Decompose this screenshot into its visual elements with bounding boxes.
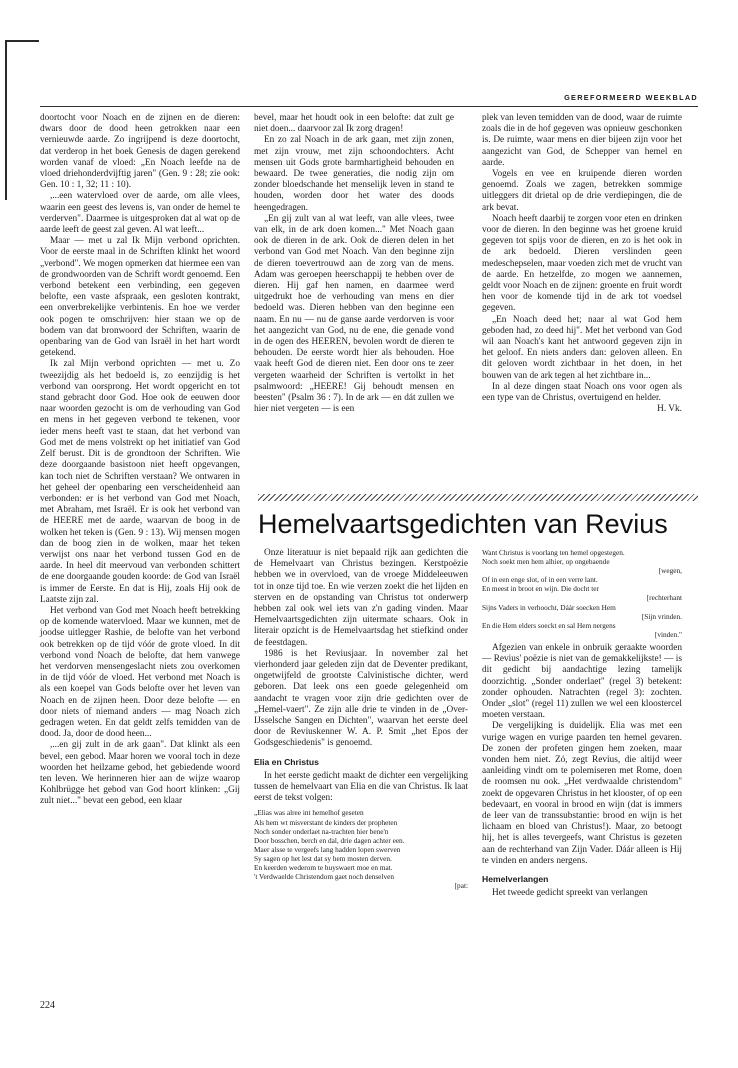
paragraph: Noach heeft daarbij te zorgen voor eten en drinken voor de dieren. In den beginne was het groene kruid gegeven tot spijs voor de dieren, en zo is het ook in de ark bedoeld. Dieren verslinden geen medeschepselen, maar voeden zich met de vrucht van de aarde. En hetzelfde, zo mogen we aannemen, geldt voor Noach en de zijnen: groente en fruit wordt hen voor de komende tijd in de ark tot voedsel gegeven. bbox=[482, 213, 682, 314]
poem-line: „Elias was alree int hemelhof geseten bbox=[254, 808, 364, 818]
poem-line: En die Hem elders soeckt en sal Hem nergens bbox=[482, 620, 616, 630]
paragraph: De vergelijking is duidelijk. Elia was met een vurige wagen en vurige paarden ten hemel gevaren. De zonen der profeten gingen hem zoeken, maar vonden hem niet. Zó, zegt Revius, die altijd weer aanleiding vindt om te polemiseren met Rome, doen de roomsen nu ook. „Het verdwaalde christendom" zoekt de opgevaren Christus in het klooster, of op een bedevaart, en vooral in brood en wijn (dat is immers de leer van de transsubstantie: brood en wijn is het lichaam en bloed van Christus!). Maar, zo betoogt hij, het is alles tevergeefs, want Christus is gezeten aan de rechterhand van Zijn Vader. Dáár alleen is Hij te vinden en anders nergens. bbox=[482, 721, 682, 866]
scan-edge-left bbox=[5, 40, 7, 200]
page-number: 224 bbox=[40, 1000, 55, 1011]
header-rule bbox=[40, 106, 698, 107]
paragraph: Maar — met u zal Ik Mijn verbond oprichten. Voor de eerste maal in de Schriften klinkt het woord „verbond". We mogen opmerken dat hiermee een van de grondwoorden van de Schrift wordt genoemd. Een verbond betekent een verbinding, een gegeven belofte, een vaste afspraak, een gesloten kontrakt, een onverbrekelijke verbintenis. En hoe we verder ook pogen te omschrijven: hier staan we op de bodem van dat bronwoord der Schriften, waarin de openbaring van de God van Israël in het hart wordt getekend. bbox=[40, 236, 240, 359]
paragraph: ,...en gij zult in de ark gaan". Dat klinkt als een bevel, een gebod. Maar horen we vooral toch in deze woorden het heilzame gebod, het gebiedende woord ten leven. We herinneren hier aan de wijze waarop Kohlbrügge het gebod van God hoort klinken: „Gij zult niet..." bevat een gebod, een klaar bbox=[40, 740, 240, 807]
poem-line: En keerden wederom te huyswaert moe en mat. bbox=[254, 863, 393, 873]
author-signature: H. Vk. bbox=[657, 404, 682, 415]
running-header: GEREFORMEERD WEEKBLAD bbox=[564, 93, 698, 102]
column-1 bbox=[40, 113, 240, 808]
poem-line: 't Verdwaelde Christendom gaet noch denselven bbox=[254, 872, 394, 882]
article-column-left bbox=[254, 548, 468, 894]
subheading: Hemelverlangen bbox=[482, 874, 549, 884]
paragraph: Onze literatuur is niet bepaald rijk aan gedichten die de Hemelvaart van Christus bezingen. Kerstpoëzie hebben we in overvloed, van de vroege Middeleeuwen tot in onze tijd toe. En wie verzen zoekt die het lijden en sterven en de opstanding van Christus tot onderwerp hebben zal ook wel iets van z'n gading vinden. Maar Hemelvaartsgedichten zijn uitermate schaars. Ook in literair opzicht is de Hemelvaartsdag het stiefkind onder de feestdagen. bbox=[254, 548, 468, 648]
paragraph: Ik zal Mijn verbond oprichten — met u. Zo tweezijdig als het bedoeld is, zo eenzijdig is het verbond van oorsprong. Het wordt opgericht en tot stand gebracht door God. Hoe ook de eeuwen door naar woorden gezocht is om de verhouding van God en mens in het gegeven verbond te tekenen, voor ieder mens heeft vast te staan, dat het verbond van God met de mens volstrekt op het initiatief van God Zelf berust. Dit is de grondtoon der Schriften. Wie deze doorgaande basistoon niet heeft opgevangen, kan toch niet de Schriften verstaan? We ontwaren in het geheel der openbaring een verscheidenheid aan verbonden: er is het verbond van God met Noach, met Abraham, met Israël. Er is ook het verbond van de HEERE met de aarde, waarvan de boog in de wolken het teken is (Gen. 9 : 13). Wij mensen mogen dan de boog zien in de wolken, maar het teken verwijst ons naar het verbond tussen God en de aarde. In heel dit meervoud van verbonden schittert de ene doorgaande gouden koorde: de God van Israël is immer de Eerste. En dat is Hij, zoals Hij ook de Laatste zijn zal. bbox=[40, 359, 240, 605]
paragraph: ,...een watervloed over de aarde, om alle vlees, waarin een geest des levens is, van onder de hemel te verderven". Daarmee is uitgesproken dat al wat op de aarde leeft de geest zal geven. Al wat leeft... bbox=[40, 191, 240, 236]
paragraph: plek van leven temidden van de dood, waar de ruimte zoals die in de hof gegeven was opnieuw geschonken is. De ruimte, waar mens en dier bijeen zijn voor het aangezicht van God, de Schepper van hemel en aarde. bbox=[482, 113, 682, 168]
poem-line: Door bosschen, berch en dal, drie dagen achter een. bbox=[254, 835, 405, 845]
paragraph: 1986 is het Reviusjaar. In november zal het vierhonderd jaar geleden zijn dat de Deventer predikant, ongetwijfeld de grootste Calvinistische dichter, werd geboren. Dat leek ons een goede gelegenheid om aandacht te vragen voor zijn drie gedichten over de „Hemel-vaert". Ze zijn alle drie te vinden in de „Over-IJsselsche Sangen en Dichten", waarvan het eerste deel door de Reviuskenner W. A. P. Smit „het Epos der Godsgeschiedenis" is genoemd. bbox=[254, 648, 468, 749]
poem-line: Noch soekt men hem alhier, op ongebaende bbox=[482, 557, 610, 567]
hatched-divider bbox=[258, 494, 698, 501]
column-2 bbox=[254, 113, 454, 415]
paragraph: doortocht voor Noach en de zijnen en de dieren: dwars door de dood heen getrokken naar een vernieuwde aarde. Zo ingrijpend is deze doortocht, dat verderop in het boek Genesis de dagen gerekend worden vanaf de vloed: „En Noach leefde na de vloed driehonderdvijftig jaren" (Gen. 9 : 28; zie ook: Gen. 10 : 1, 32; 11 : 10). bbox=[40, 113, 240, 191]
poem-line-continuation: [pat: bbox=[454, 881, 468, 891]
poem-line: En meest in broot en wijn. Die docht ter bbox=[482, 584, 599, 594]
poem-line-continuation: [wegen, bbox=[658, 566, 682, 576]
scan-edge-top bbox=[5, 40, 39, 42]
poem-line: Of in een enge slot, of in een verre lant. bbox=[482, 575, 598, 585]
poem-excerpt-2 bbox=[482, 548, 682, 639]
poem-line: Noch sonder onderlaet na-trachten hier bene'n bbox=[254, 826, 389, 836]
poem-line: Maer alsse te vergeefs lang hadden lopen swerven bbox=[254, 844, 401, 854]
paragraph: Vogels en vee en kruipende dieren worden genoemd. Zoals we zagen, betrekken sommige uitleggers dit drietal op de drie verdiepingen, die de ark bevat. bbox=[482, 169, 682, 213]
paragraph: Afgezien van enkele in onbruik geraakte woorden — Revius' poëzie is niet van de gemakkelijkste! — is dit gedicht bij aandachtige lezing tamelijk doorzichtig. „Sonder onderlaet" (regel 3) betekent: zonder ophouden. Natrachten (regel 3): zochten. Onder „slot" (regel 11) zullen we wel een kloostercel moeten verstaan. bbox=[482, 642, 682, 721]
paragraph: bevel, maar het houdt ook in een belofte: dat zult ge niet doen... daarvoor zal Ik zorg dragen! bbox=[254, 113, 454, 135]
poem-line: Als hem wt misverstant de kinders der propheten bbox=[254, 817, 398, 827]
paragraph: Het verbond van God met Noach heeft betrekking op de komende watervloed. Maar we kunnen, met de joodse uitlegger Rashie, de belofte van het verbond ook betrekken op de tijd vóór de grote vloed. In dit verbond vond Noach de belofte, dat hem vanwege het verdorven mensengeslacht niets zou overkomen in de tijd vóór de vloed. Het verbond met Noach is als een koepel van Gods belofte over het leven van Noach en de zijnen heen. Door deze belofte — en door niets of niemand anders — mag Noach zich gedragen weten. En dat geldt zelfs temidden van de dood. Ja, door de dood heen... bbox=[40, 605, 240, 740]
poem-line-continuation: [Sijn vrinden. bbox=[641, 611, 682, 621]
subheading: Elia en Christus bbox=[254, 756, 319, 767]
poem-line: Want Christus is voorlang ten hemel opgestegen. bbox=[482, 548, 625, 557]
paragraph: In het eerste gedicht maakt de dichter een vergelijking tussen de hemelvaart van Elia en die van Christus. Ik laat eerst de tekst volgen: bbox=[254, 770, 468, 804]
poem-excerpt-1 bbox=[254, 808, 468, 890]
column-3 bbox=[482, 113, 682, 415]
poem-line: Sy sagen op het lest dat sy hem mosten derven. bbox=[254, 853, 392, 863]
poem-line-continuation: [rechterhant bbox=[646, 593, 682, 603]
article-title: Hemelvaartsgedichten van Revius bbox=[258, 509, 668, 539]
paragraph: „En gij zult van al wat leeft, van alle vlees, twee van elk, in de ark doen komen..." Met Noach gaan ook de dieren in de ark. Ook de dieren delen in het verbond van God met Noach. Van den beginne zijn de dieren toevertrouwd aan de zorg van de mens. Adam was geroepen heerschappij te hebben over de dieren. Hij gaf hen namen, en daarmee werd uitgedrukt hoe de verhouding van mens en dier bedoeld was. Dieren hebben van den beginne een naam. En nu — nu de ganse aarde verdorven is voor het aangezicht van God, nu de ene, die genade vond in de ogen des HEEREN, bevolen wordt de dieren te behouden. De eerste wordt hier als behouden. Hoe vaak heeft God de dieren niet. Een door ons te zeer vergeten waarheid der Schriften is vertolkt in het psalmwoord: „HEERE! Gij behoudt mensen en beesten" (Psalm 36 : 7). In de ark — en dát zullen we hier niet vergeten — is een bbox=[254, 213, 454, 415]
article-column-right bbox=[482, 548, 682, 899]
paragraph: Het tweede gedicht spreekt van verlangen bbox=[492, 888, 648, 899]
poem-line: Sijns Vaders in verhoocht, Dáár soecken Hem bbox=[482, 602, 616, 612]
poem-line-continuation: [vinden." bbox=[654, 629, 682, 639]
paragraph: „En Noach deed het; naar al wat God hem geboden had, zo deed hij". Met het verbond van God wil aan Noach's kant het antwoord gegeven zijn in het geloof. En niets anders dan: geloven alleen. En dit geloven wordt zichtbaar in het doen, in het bouwen van de ark tegen al het zichtbare in... bbox=[482, 314, 682, 381]
paragraph: In al deze dingen staat Noach ons voor ogen als een type van de Christus, overtuigend en helder. bbox=[482, 381, 682, 404]
paragraph: En zo zal Noach in de ark gaan, met zijn zonen, met zijn vrouw, met zijn schoondochters. Acht mensen uit Gods grote barmhartigheid behouden en bewaard. De twee generaties, die nodig zijn om zonder bloedschande het menselijk leven in stand te houden, worden door het water des doods heengedragen. bbox=[254, 135, 454, 213]
